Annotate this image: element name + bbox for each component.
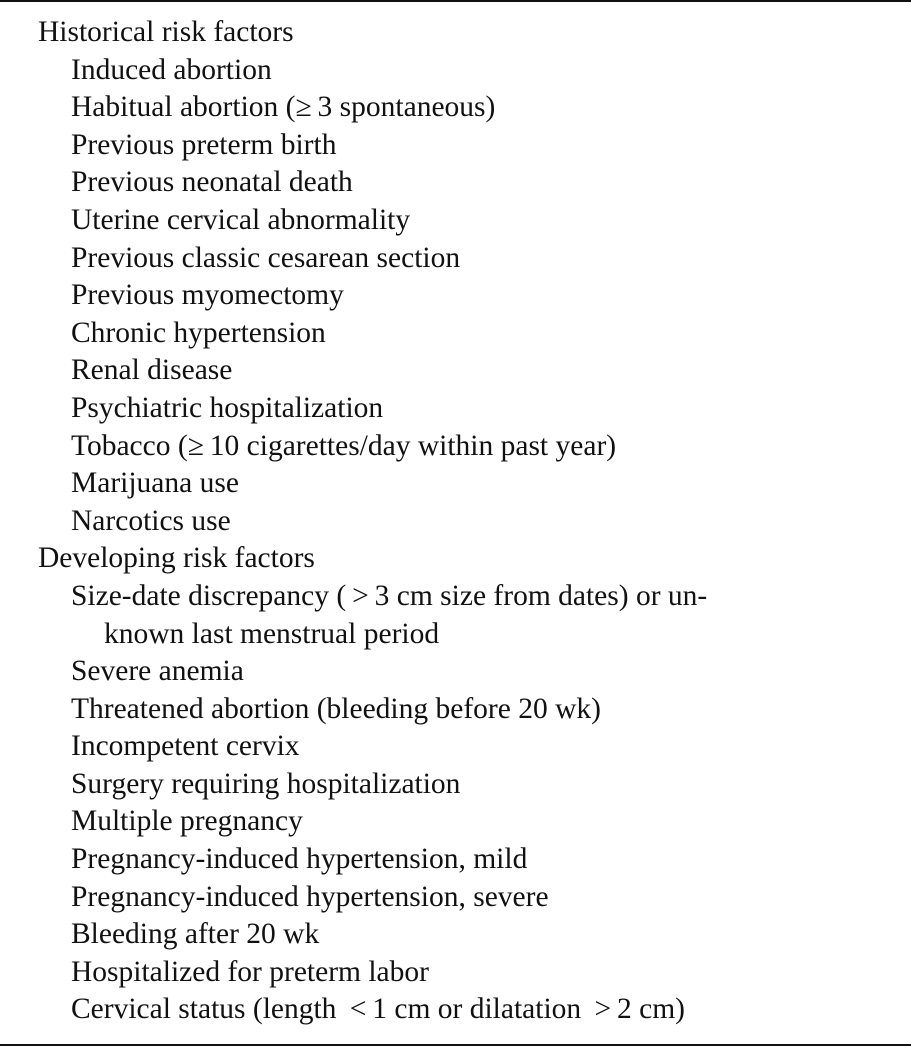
list-item: Narcotics use xyxy=(71,504,231,537)
list-item: Pregnancy-induced hypertension, mild xyxy=(71,843,528,876)
list-item: Cervical status (length < 1 cm or dilatation > 2 cm) xyxy=(71,993,685,1026)
list-item: Previous preterm birth xyxy=(71,128,337,161)
list-item: Size-date discrepancy ( > 3 cm size from dates) or un- xyxy=(71,579,708,612)
list-item: Habitual abortion (≥ 3 spontaneous) xyxy=(71,91,496,124)
list-item: Uterine cervical abnormality xyxy=(71,203,411,236)
list-item: Hospitalized for preterm labor xyxy=(71,955,429,988)
list-item: Previous myomectomy xyxy=(71,279,344,312)
list-item: Previous classic cesarean section xyxy=(71,241,461,274)
list-item: Psychiatric hospitalization xyxy=(71,391,384,424)
list-item: Induced abortion xyxy=(71,53,272,86)
list-item: Tobacco (≥ 10 cigarettes/day within past year) xyxy=(71,429,617,462)
list-item: Marijuana use xyxy=(71,467,239,500)
list-item: Bleeding after 20 wk xyxy=(71,918,320,951)
table-top-rule xyxy=(0,0,911,2)
risk-factor-table xyxy=(0,14,911,1029)
list-item: Renal disease xyxy=(71,354,233,387)
list-item: Chronic hypertension xyxy=(71,316,326,349)
section-heading-historical: Historical risk factors xyxy=(38,16,294,48)
list-item: Surgery requiring hospitalization xyxy=(71,767,461,800)
list-item: Threatened abortion (bleeding before 20 wk) xyxy=(71,692,601,725)
list-item-continuation: known last menstrual period xyxy=(104,617,440,650)
section-heading-developing: Developing risk factors xyxy=(38,542,315,575)
list-item: Previous neonatal death xyxy=(71,166,353,199)
list-item: Severe anemia xyxy=(71,655,244,688)
list-item: Pregnancy-induced hypertension, severe xyxy=(71,880,549,913)
list-item: Multiple pregnancy xyxy=(71,805,303,838)
table-bottom-rule xyxy=(0,1044,911,1046)
list-item: Incompetent cervix xyxy=(71,730,300,763)
